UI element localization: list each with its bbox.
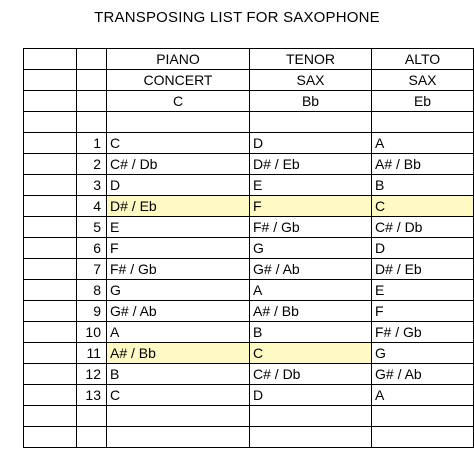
- piano-concert-cell: [107, 406, 250, 427]
- semitone-number-cell: 13: [77, 385, 107, 406]
- header-row: [24, 49, 474, 70]
- row-label-cell: [24, 175, 77, 196]
- table-row: [24, 259, 474, 280]
- table-row: [24, 427, 474, 448]
- tenor-sax-cell: A# / Bb: [250, 301, 372, 322]
- semitone-number-cell: 5: [77, 217, 107, 238]
- alto-sax-cell: [372, 406, 474, 427]
- table-row: [24, 238, 474, 259]
- transposing-table: [23, 48, 474, 448]
- table-row: [24, 280, 474, 301]
- header-alto-sax-cell: ALTO: [372, 49, 474, 70]
- alto-sax-cell: D: [372, 238, 474, 259]
- header-number-cell: [77, 49, 107, 70]
- header-row: [24, 112, 474, 133]
- table-row: [24, 364, 474, 385]
- row-label-cell: [24, 364, 77, 385]
- alto-sax-cell: A: [372, 385, 474, 406]
- piano-concert-cell: [107, 427, 250, 448]
- piano-concert-cell: D# / Eb: [107, 196, 250, 217]
- row-label-cell: [24, 385, 77, 406]
- tenor-sax-cell: D# / Eb: [250, 154, 372, 175]
- row-label-cell: [24, 196, 77, 217]
- semitone-number-cell: 6: [77, 238, 107, 259]
- header-tenor-sax-cell: Bb: [250, 91, 372, 112]
- semitone-number-cell: 7: [77, 259, 107, 280]
- alto-sax-cell: D# / Eb: [372, 259, 474, 280]
- piano-concert-cell: G: [107, 280, 250, 301]
- piano-concert-cell: B: [107, 364, 250, 385]
- row-label-cell: [24, 301, 77, 322]
- piano-concert-cell: A: [107, 322, 250, 343]
- tenor-sax-cell: D: [250, 133, 372, 154]
- piano-concert-cell: C# / Db: [107, 154, 250, 175]
- semitone-number-cell: 11: [77, 343, 107, 364]
- semitone-number-cell: 4: [77, 196, 107, 217]
- piano-concert-cell: F: [107, 238, 250, 259]
- table-row: [24, 406, 474, 427]
- table-row: [24, 133, 474, 154]
- tenor-sax-cell: B: [250, 322, 372, 343]
- header-tenor-sax-cell: TENOR: [250, 49, 372, 70]
- tenor-sax-cell: F# / Gb: [250, 217, 372, 238]
- tenor-sax-cell: D: [250, 385, 372, 406]
- table-row: [24, 343, 474, 364]
- table-row: [24, 322, 474, 343]
- tenor-sax-cell: C# / Db: [250, 364, 372, 385]
- piano-concert-cell: F# / Gb: [107, 259, 250, 280]
- semitone-number-cell: 3: [77, 175, 107, 196]
- tenor-sax-cell: G# / Ab: [250, 259, 372, 280]
- row-label-cell: [24, 280, 77, 301]
- header-alto-sax-cell: Eb: [372, 91, 474, 112]
- row-label-cell: [24, 322, 77, 343]
- header-number-cell: [77, 91, 107, 112]
- tenor-sax-cell: E: [250, 175, 372, 196]
- table-row: [24, 301, 474, 322]
- header-number-cell: [77, 70, 107, 91]
- row-label-cell: [24, 259, 77, 280]
- piano-concert-cell: E: [107, 217, 250, 238]
- semitone-number-cell: 8: [77, 280, 107, 301]
- alto-sax-cell: B: [372, 175, 474, 196]
- header-tenor-sax-cell: [250, 112, 372, 133]
- table-row: [24, 385, 474, 406]
- piano-concert-cell: C: [107, 385, 250, 406]
- alto-sax-cell: E: [372, 280, 474, 301]
- tenor-sax-cell: C: [250, 343, 372, 364]
- alto-sax-cell: G# / Ab: [372, 364, 474, 385]
- semitone-number-cell: 10: [77, 322, 107, 343]
- alto-sax-cell: C# / Db: [372, 217, 474, 238]
- semitone-number-cell: [77, 427, 107, 448]
- tenor-sax-cell: [250, 427, 372, 448]
- header-piano-concert-cell: CONCERT: [107, 70, 250, 91]
- row-label-cell: [24, 343, 77, 364]
- header-alto-sax-cell: SAX: [372, 70, 474, 91]
- header-piano-concert-cell: C: [107, 91, 250, 112]
- piano-concert-cell: A# / Bb: [107, 343, 250, 364]
- piano-concert-cell: D: [107, 175, 250, 196]
- alto-sax-cell: A# / Bb: [372, 154, 474, 175]
- row-label-cell: [24, 427, 77, 448]
- row-label-cell: [24, 133, 77, 154]
- row-label-cell: [24, 238, 77, 259]
- header-tenor-sax-cell: SAX: [250, 70, 372, 91]
- alto-sax-cell: F: [372, 301, 474, 322]
- piano-concert-cell: G# / Ab: [107, 301, 250, 322]
- tenor-sax-cell: G: [250, 238, 372, 259]
- semitone-number-cell: 9: [77, 301, 107, 322]
- header-number-cell: [77, 112, 107, 133]
- tenor-sax-cell: F: [250, 196, 372, 217]
- header-alto-sax-cell: [372, 112, 474, 133]
- header-row-label-cell: [24, 91, 77, 112]
- alto-sax-cell: G: [372, 343, 474, 364]
- semitone-number-cell: 2: [77, 154, 107, 175]
- semitone-number-cell: 12: [77, 364, 107, 385]
- page-title: TRANSPOSING LIST FOR SAXOPHONE: [94, 9, 380, 26]
- header-row: [24, 91, 474, 112]
- header-piano-concert-cell: [107, 112, 250, 133]
- row-label-cell: [24, 217, 77, 238]
- table-row: [24, 196, 474, 217]
- header-row-label-cell: [24, 70, 77, 91]
- alto-sax-cell: F# / Gb: [372, 322, 474, 343]
- tenor-sax-cell: A: [250, 280, 372, 301]
- alto-sax-cell: A: [372, 133, 474, 154]
- piano-concert-cell: C: [107, 133, 250, 154]
- table-row: [24, 154, 474, 175]
- alto-sax-cell: C: [372, 196, 474, 217]
- row-label-cell: [24, 154, 77, 175]
- header-row-label-cell: [24, 112, 77, 133]
- tenor-sax-cell: [250, 406, 372, 427]
- row-label-cell: [24, 406, 77, 427]
- table-row: [24, 175, 474, 196]
- header-row: [24, 70, 474, 91]
- semitone-number-cell: 1: [77, 133, 107, 154]
- header-piano-concert-cell: PIANO: [107, 49, 250, 70]
- alto-sax-cell: [372, 427, 474, 448]
- table-row: [24, 217, 474, 238]
- header-row-label-cell: [24, 49, 77, 70]
- semitone-number-cell: [77, 406, 107, 427]
